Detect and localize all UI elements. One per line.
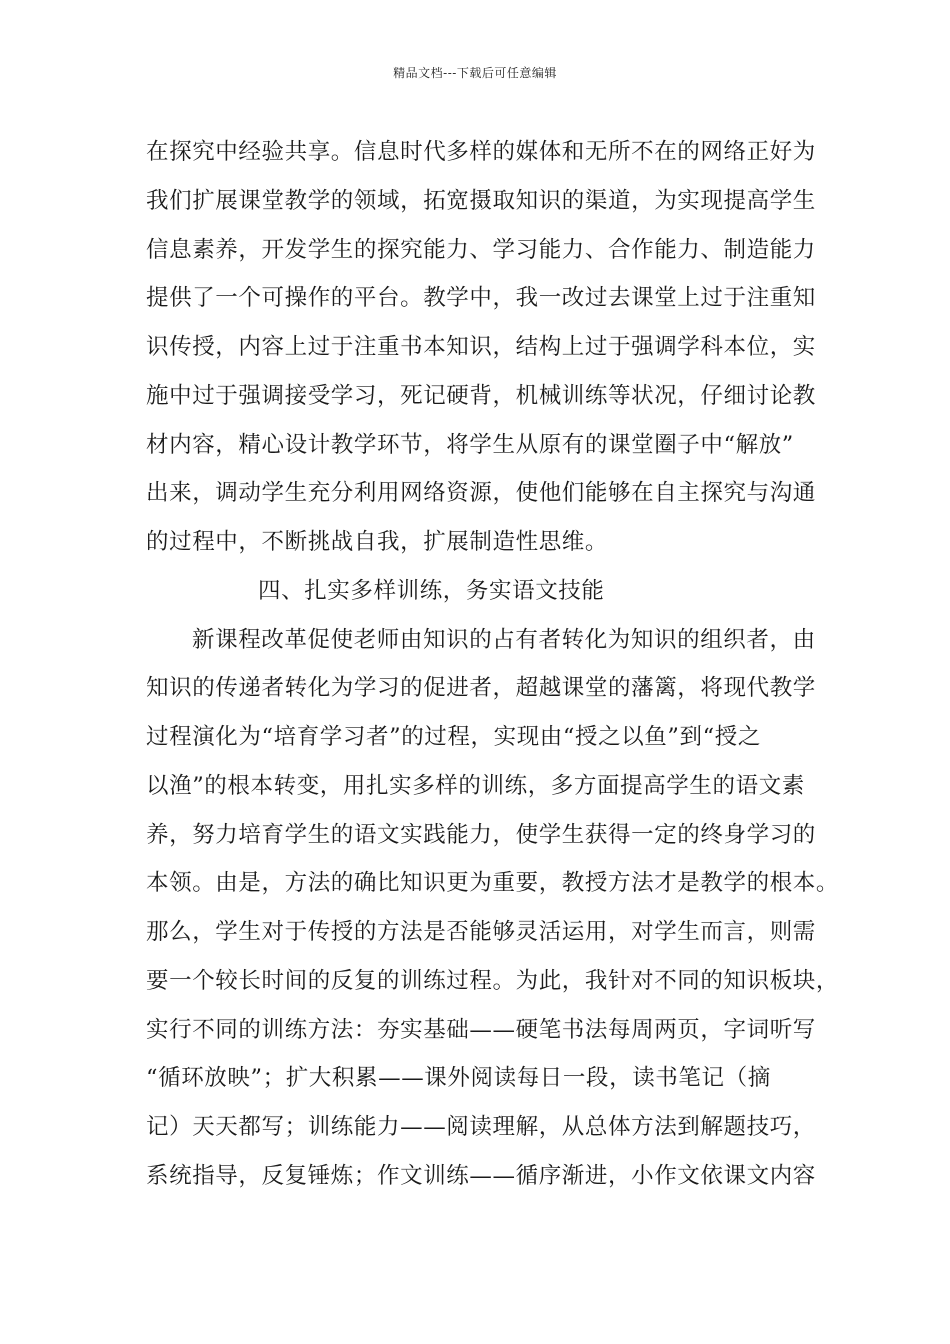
body-line: 我们扩展课堂教学的领域，拓宽摄取知识的渠道，为实现提高学生 bbox=[146, 187, 816, 214]
body-line: 识传授，内容上过于注重书本知识，结构上过于强调学科本位，实 bbox=[146, 334, 816, 360]
paragraph-first-line: 新课程改革促使老师由知识的占有者转化为知识的组织者，由 bbox=[192, 626, 816, 653]
body-line: 要一个较长时间的反复的训练过程。为此，我针对不同的知识板块， bbox=[146, 967, 840, 994]
body-line: 提供了一个可操作的平台。教学中，我一改过去课堂上过于注重知 bbox=[146, 285, 816, 312]
body-line: 过程演化为“培育学习者”的过程，实现由“授之以鱼”到“授之 bbox=[146, 724, 761, 750]
body-line: 在探究中经验共享。信息时代多样的媒体和无所不在的网络正好为 bbox=[146, 139, 816, 165]
body-line: 那么，学生对于传授的方法是否能够灵活运用，对学生而言，则需 bbox=[146, 919, 816, 945]
body-line: 养，努力培育学生的语文实践能力，使学生获得一定的终身学习的 bbox=[146, 821, 816, 848]
body-line: 以渔”的根本转变，用扎实多样的训练，多方面提高学生的语文素 bbox=[146, 772, 805, 799]
body-line: 的过程中，不断挑战自我，扩展制造性思维。 bbox=[146, 529, 609, 555]
body-line: 知识的传递者转化为学习的促进者，超越课堂的藩篱，将现代教学 bbox=[146, 675, 816, 702]
body-line: 材内容，精心设计教学环节，将学生从原有的课堂圈子中“解放” bbox=[146, 431, 794, 458]
body-line: “循环放映”；扩大积累——课外阅读每日一段，读书笔记（摘 bbox=[146, 1065, 771, 1092]
page-header: 精品文档---下载后可任意编辑 bbox=[393, 66, 557, 80]
body-line: 出来，调动学生充分利用网络资源，使他们能够在自主探究与沟通 bbox=[146, 480, 816, 507]
body-line: 施中过于强调接受学习，死记硬背，机械训练等状况，仔细讨论教 bbox=[146, 382, 816, 409]
body-line: 系统指导，反复锤炼；作文训练——循序渐进，小作文依课文内容 bbox=[146, 1162, 816, 1189]
body-line: 信息素养，开发学生的探究能力、学习能力、合作能力、制造能力 bbox=[146, 236, 816, 263]
document-body bbox=[146, 132, 840, 1205]
body-line: 实行不同的训练方法：夯实基础——硬笔书法每周两页，字词听写 bbox=[146, 1016, 816, 1043]
section-heading: 四、扎实多样训练，务实语文技能 bbox=[258, 577, 605, 604]
body-line: 记）天天都写；训练能力——阅读理解，从总体方法到解题技巧， bbox=[146, 1114, 816, 1140]
body-line: 本领。由是，方法的确比知识更为重要，教授方法才是教学的根本。 bbox=[146, 870, 840, 897]
